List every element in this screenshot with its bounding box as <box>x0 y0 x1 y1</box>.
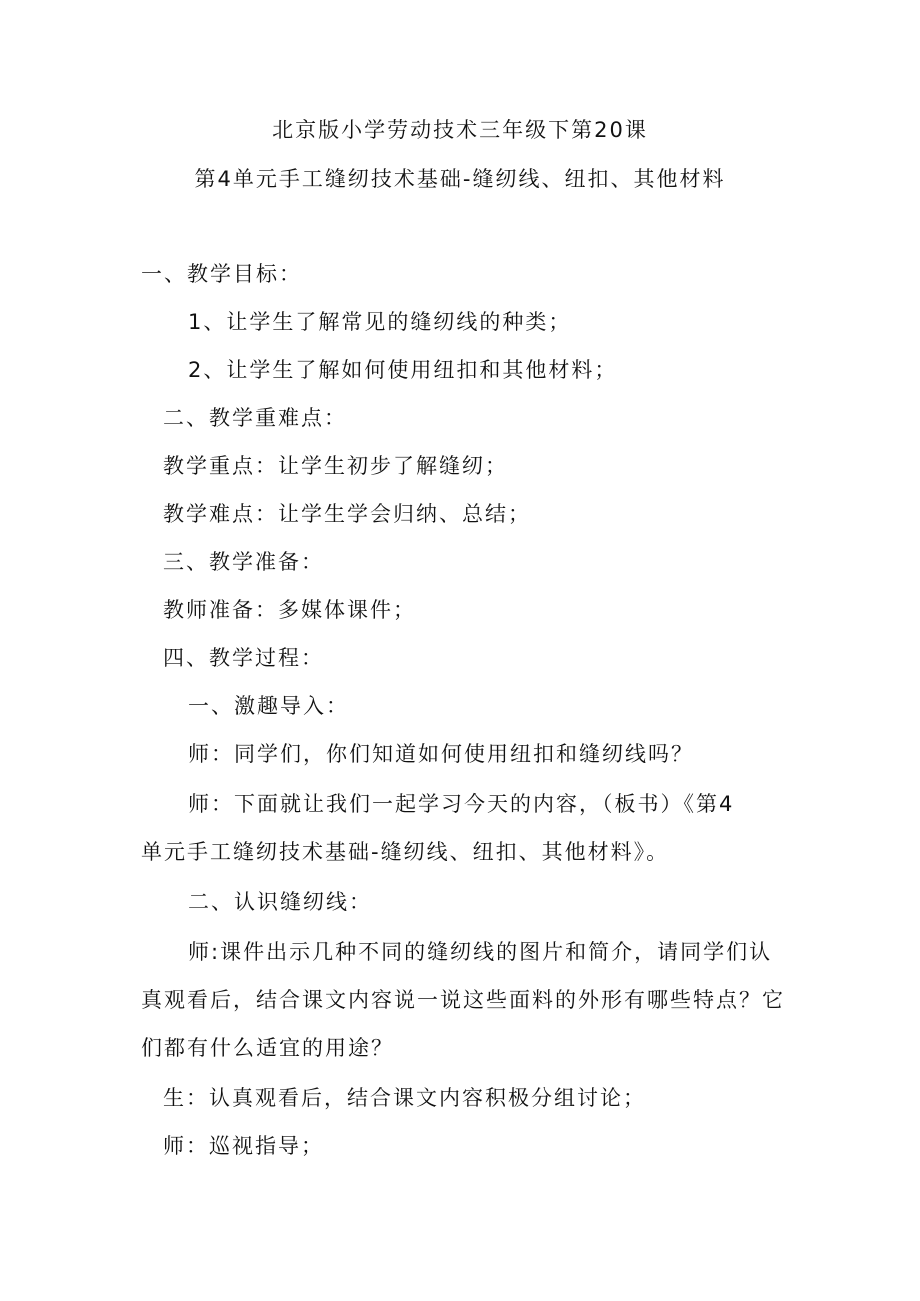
difficult-point-text: 教学难点：让学生学会归纳、总结； <box>163 502 531 526</box>
teacher-board-text-line-1: 师：下面就让我们一起学习今天的内容，（板书）《第4 <box>188 792 735 816</box>
teacher-courseware-text-line-2: 真观看后，结合课文内容说一说这些面料的外形有哪些特点？它 <box>141 988 785 1012</box>
section-heading-process: 四、教学过程： <box>163 646 324 670</box>
process-step-intro: 一、激趣导入： <box>188 694 349 718</box>
teacher-courseware-text-line-3: 们都有什么适宜的用途？ <box>141 1036 394 1060</box>
teacher-guidance-text: 师：巡视指导； <box>163 1134 324 1158</box>
student-discussion-text: 生：认真观看后，结合课文内容积极分组讨论； <box>163 1086 646 1110</box>
objective-item-2: 2、让学生了解如何使用纽扣和其他材料； <box>188 358 618 382</box>
teacher-preparation-text: 教师准备：多媒体课件； <box>163 598 416 622</box>
section-heading-objectives: 一、教学目标： <box>141 262 302 286</box>
objective-item-1: 1、让学生了解常见的缝纫线的种类； <box>188 310 572 334</box>
key-point-text: 教学重点：让学生初步了解缝纫； <box>163 454 508 478</box>
process-step-threads: 二、认识缝纫线： <box>188 890 372 914</box>
teacher-board-text-line-2: 单元手工缝纫技术基础-缝纫线、纽扣、其他材料》。 <box>141 840 670 864</box>
section-heading-key-points: 二、教学重难点： <box>163 406 347 430</box>
section-heading-preparation: 三、教学准备： <box>163 550 324 574</box>
teacher-courseware-text-line-1: 师:课件出示几种不同的缝纫线的图片和简介，请同学们认 <box>188 940 773 964</box>
document-subtitle: 第4单元手工缝纫技术基础-缝纫线、纽扣、其他材料 <box>194 167 726 191</box>
teacher-question-text: 师：同学们，你们知道如何使用纽扣和缝纫线吗？ <box>188 742 694 766</box>
document-title: 北京版小学劳动技术三年级下第20课 <box>272 118 648 142</box>
